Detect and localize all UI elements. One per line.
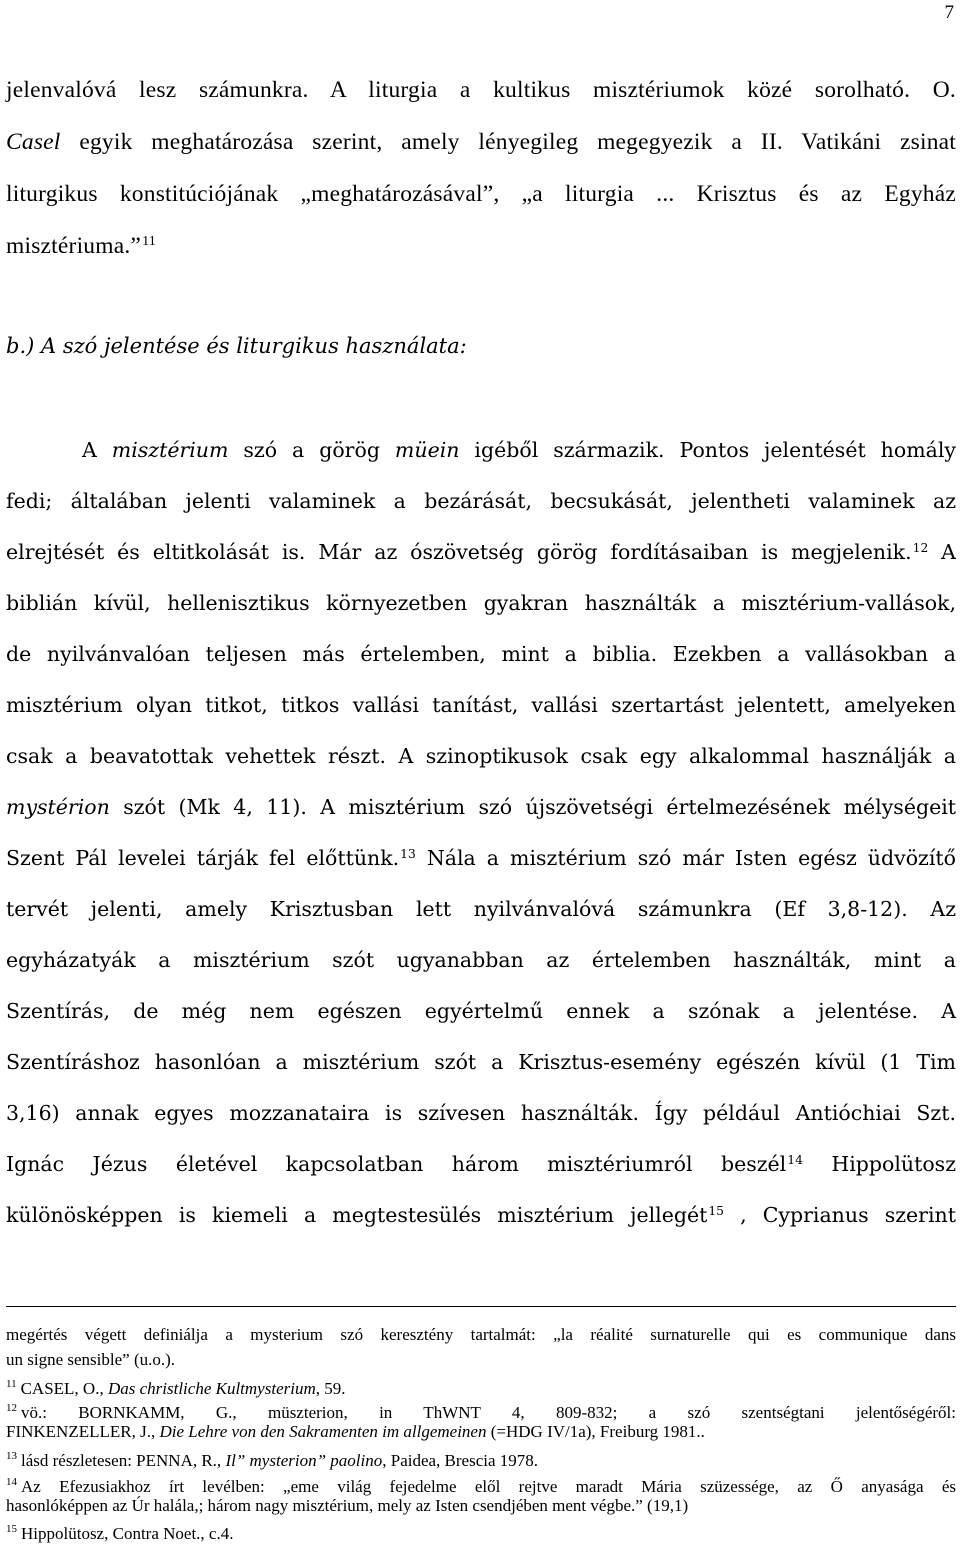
body-line-15 bbox=[6, 1152, 956, 1176]
intro-line-2-text: egyik meghatározása szerint, amely lényegileg megegyezik a II. Vatikáni zsinat bbox=[60, 129, 956, 155]
term-mysterion: mystérion bbox=[6, 795, 110, 819]
footnote-continuation-line-1: megértés végett definiálja a mysterium szó keresztény tartalmát: „la réalité surnaturelle qui es communique dans bbox=[6, 1325, 956, 1344]
page-number: 7 bbox=[944, 2, 954, 23]
body-line-16 bbox=[6, 1203, 956, 1227]
footnote-11-title: Das christliche Kultmysterium bbox=[107, 1379, 316, 1398]
intro-line-1: jelenvalóvá lesz számunkra. A liturgia a kultikus misztériumok közé sorolható. O. bbox=[6, 77, 956, 103]
body-line-1f: Pontos jelentését homály bbox=[664, 438, 957, 462]
body-line-1a: A bbox=[82, 438, 112, 462]
footnote-12-title: Die Lehre von den Sakramenten im allgemeinen bbox=[159, 1422, 487, 1441]
body-line-15b: Hippolütosz bbox=[802, 1152, 956, 1176]
body-line-12: Szentírás, de még nem egészen egyértelmű ennek a szónak a jelentése. A bbox=[6, 999, 956, 1023]
body-line-1 bbox=[82, 438, 956, 462]
term-miszterium: misztérium bbox=[111, 438, 229, 462]
footnote-11 bbox=[6, 1374, 956, 1399]
body-line-5: de nyilvánvalóan teljesen más értelemben, mint a biblia. Ezekben a vallásokban a bbox=[6, 642, 956, 666]
body-line-9a: Szent Pál levelei tárják fel előttünk. bbox=[6, 846, 400, 870]
footnote-13-a: lásd részletesen: PENNA, R., bbox=[21, 1451, 226, 1470]
footnote-15 bbox=[6, 1519, 956, 1544]
body-line-13: Szentíráshoz hasonlóan a misztérium szót a Krisztus-esemény egészén kívül (1 Tim bbox=[6, 1050, 956, 1074]
footnote-ref-13: 13 bbox=[400, 847, 416, 862]
body-line-11: egyházatyák a misztérium szót ugyanabban az értelemben használták, mint a bbox=[6, 948, 956, 972]
body-line-16b: , Cyprianus szerint bbox=[723, 1203, 956, 1227]
body-line-8 bbox=[6, 795, 956, 819]
body-line-1e: igéből származik. bbox=[459, 438, 665, 462]
body-line-4: biblián kívül, hellenisztikus környezetben gyakran használták a misztérium-vallások, bbox=[6, 591, 956, 615]
footnote-ref-15: 15 bbox=[708, 1204, 724, 1219]
footnote-11-number: 11 bbox=[6, 1378, 17, 1390]
author-casel: Casel bbox=[6, 129, 61, 155]
footnote-12-text: vö.: BORNKAMM, G., müszterion, in ThWNT 4, 809-832; a szó szentségtani jelentőségéről: bbox=[21, 1403, 956, 1422]
footnote-15-text: Hippolütosz, Contra Noet., c.4. bbox=[21, 1524, 234, 1543]
body-line-9b: Nála a misztérium szó már Isten egész üdvözítő bbox=[415, 846, 956, 870]
footnote-11-c: , 59. bbox=[315, 1379, 346, 1398]
footnote-12-line-1 bbox=[6, 1398, 956, 1423]
footnote-14-text: Az Efezusiakhoz írt levélben: „eme világ fejedelme elől rejtve maradt Mária szüzessége, az Ő anyasága és bbox=[21, 1477, 956, 1496]
body-line-7: csak a beavatottak vehettek részt. A szinoptikusok csak egy alkalommal használják a bbox=[6, 744, 956, 768]
footnote-separator bbox=[6, 1306, 956, 1307]
footnote-ref-14: 14 bbox=[787, 1153, 803, 1168]
body-line-9 bbox=[6, 846, 956, 870]
footnote-12-line-2 bbox=[6, 1422, 956, 1442]
footnote-13-number: 13 bbox=[6, 1450, 17, 1462]
footnote-15-number: 15 bbox=[6, 1523, 17, 1535]
footnote-continuation-line-2: un signe sensible” (u.o.). bbox=[6, 1350, 176, 1369]
intro-line-4-text: misztériuma.” bbox=[6, 233, 142, 259]
body-line-10: tervét jelenti, amely Krisztusban lett nyilvánvalóvá számunkra (Ef 3,8-12). Az bbox=[6, 897, 956, 921]
section-heading: b.) A szó jelentése és liturgikus használata: bbox=[6, 334, 467, 358]
footnote-11-a: CASEL, O., bbox=[20, 1379, 108, 1398]
body-line-3b: Már az ószövetség görög fordításaiban is megjelenik. bbox=[305, 540, 912, 564]
intro-line-2 bbox=[6, 129, 956, 156]
body-line-3 bbox=[6, 540, 956, 564]
footnote-ref-11: 11 bbox=[142, 233, 157, 250]
body-line-1c: szó a görög bbox=[228, 438, 395, 462]
term-muein: müein bbox=[394, 438, 460, 462]
footnote-14-line-2: hasonlóképpen az Úr halála,; három nagy misztérium, mely az Isten csendjében ment végbe.” (19,1) bbox=[6, 1496, 689, 1515]
body-line-3a: elrejtését és eltitkolását is. bbox=[6, 540, 306, 564]
footnote-13 bbox=[6, 1446, 956, 1471]
footnote-14-number: 14 bbox=[6, 1476, 17, 1488]
footnote-12-line-2c: (=HDG IV/1a), Freiburg 1981.. bbox=[486, 1422, 705, 1441]
intro-line-4 bbox=[6, 233, 956, 260]
body-line-8b: szót (Mk 4, 11). A misztérium szó újszövetségi értelmezésének mélységeit bbox=[109, 795, 956, 819]
body-line-6: misztérium olyan titkot, titkos vallási tanítást, vallási szertartást jelentett, amelyeken bbox=[6, 693, 956, 717]
footnote-14-line-1 bbox=[6, 1472, 956, 1497]
intro-line-3: liturgikus konstitúciójának „meghatározásával”, „a liturgia ... Krisztus és az Egyház bbox=[6, 181, 956, 207]
body-line-15a: Ignác Jézus életével kapcsolatban három misztériumról beszél bbox=[6, 1152, 787, 1176]
footnote-13-c: , Paidea, Brescia 1978. bbox=[382, 1451, 539, 1470]
footnote-12-number: 12 bbox=[6, 1402, 17, 1414]
footnote-ref-12: 12 bbox=[912, 541, 929, 556]
body-line-3c: A bbox=[928, 540, 956, 564]
body-line-2: fedi; általában jelenti valaminek a bezárását, becsukását, jelentheti valaminek az bbox=[6, 489, 956, 513]
footnote-13-title: Il” mysterion” paolino bbox=[225, 1451, 383, 1470]
body-line-14: 3,16) annak egyes mozzanataira is szívesen használták. Így például Antióchiai Szt. bbox=[6, 1101, 956, 1125]
body-line-16a: különösképpen is kiemeli a megtestesülés misztérium jellegét bbox=[6, 1203, 708, 1227]
footnote-12-line-2a: FINKENZELLER, J., bbox=[6, 1422, 160, 1441]
